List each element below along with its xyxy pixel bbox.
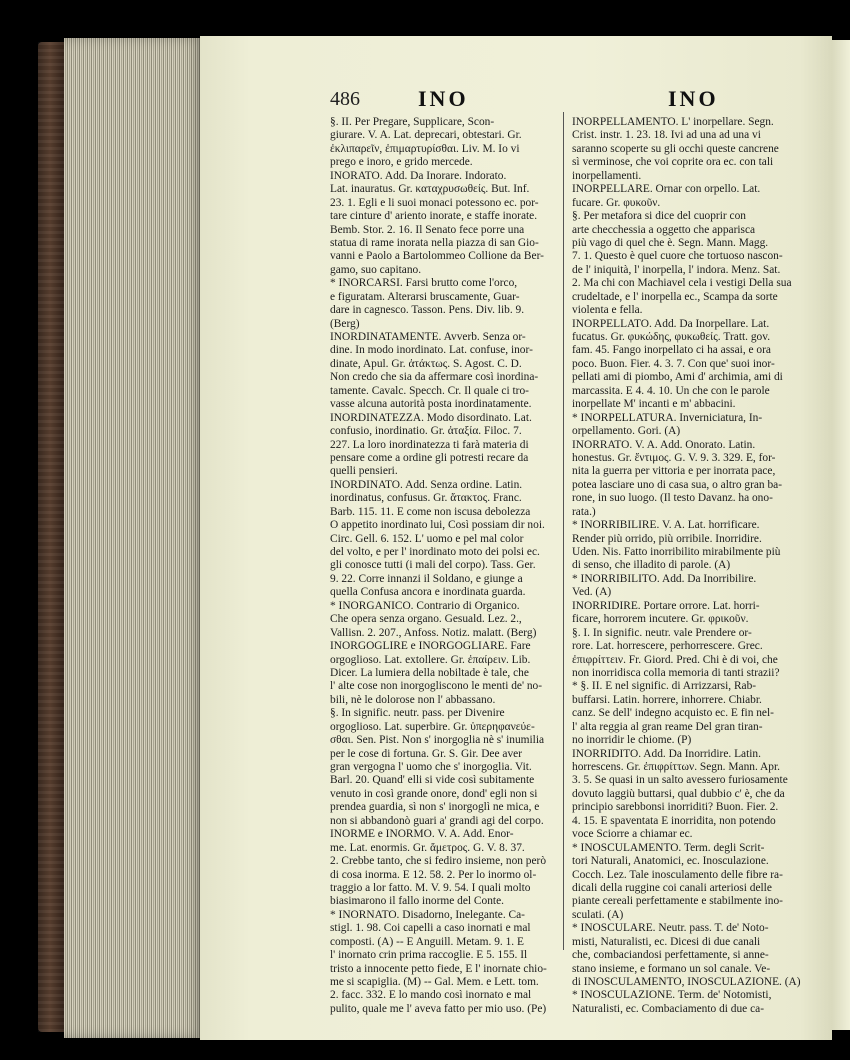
text-line: violenta e fella. <box>572 304 643 317</box>
text-line: * INORRIBILIRE. V. A. Lat. horrificare. <box>572 519 760 532</box>
text-line: l' alte cose non inorgogliscono le menti de' no- <box>330 680 543 693</box>
text-line: INORME e INORMO. V. A. Add. Enor- <box>330 828 514 841</box>
text-line: INORATO. Add. Da Inorare. Indorato. <box>330 169 507 182</box>
text-line: honestus. Gr. ἔντιμος. G. V. 9. 3. 329. E, for- <box>572 451 776 464</box>
text-line: * INORRIBILITO. Add. Da Inorribilire. <box>572 572 757 585</box>
text-line: §. In signific. neutr. pass. per Divenire <box>330 707 505 720</box>
text-line: inorpellate M' incanti e m' abbacini. <box>572 398 736 411</box>
text-line: 227. La loro inordinatezza ti farà materia di <box>330 438 529 451</box>
text-line: saranno scoperte su gli occhi queste cancrene <box>572 142 779 155</box>
text-line: 2. facc. 332. E lo mando così inornato e mal <box>330 989 532 1002</box>
text-line: Cocch. Lez. Tale inosculamento delle fibre ra- <box>572 868 783 881</box>
text-line: * INORGANICO. Contrario di Organico. <box>330 599 520 612</box>
page-edges <box>64 38 204 1038</box>
text-line: rore. Lat. horrescere, perhorrescere. Grec. <box>572 640 763 653</box>
text-line: di INOSCULAMENTO, INOSCULAZIONE. (A) <box>572 976 801 988</box>
text-line: inordinatus, confusus. Gr. ἄτακτος. Franc. <box>330 492 522 505</box>
text-line: * INORPELLATURA. Inverniciatura, In- <box>572 411 763 424</box>
text-line: §. II. Per Pregare, Supplicare, Scon- <box>330 116 495 128</box>
text-line: horrescens. Gr. ἐπιφρίττων. Segn. Mann. Apr. <box>572 761 780 773</box>
text-line: giurare. V. A. Lat. deprecari, obtestari. Gr. <box>330 129 522 142</box>
text-line: INORPELLAMENTO. L' inorpellare. Segn. <box>572 116 774 128</box>
text-line: orpellamento. Gori. (A) <box>572 425 681 438</box>
text-line: l' inornato crin prima raccoglie. E 5. 155. Il <box>330 949 528 962</box>
text-line: traggio a lor fatto. M. V. 9. 54. I quali molto <box>330 881 531 894</box>
running-head-right: INO <box>668 86 719 111</box>
text-line: e figuratam. Alterarsi bruscamente, Guar- <box>330 290 520 303</box>
text-line: fucare. Gr. φυκοῦν. <box>572 196 661 209</box>
text-line: INORRIDIRE. Portare orrore. Lat. horri- <box>572 599 760 612</box>
text-line: Ved. (A) <box>572 586 612 599</box>
text-line: * INOSCULARE. Neutr. pass. T. de' Noto- <box>572 922 769 935</box>
text-line: Lat. inauratus. Gr. καταχρυσωθείς. But. Inf. <box>330 183 530 196</box>
text-line: orgoglioso. Lat. extollere. Gr. ἐπαίρειν. Lib. <box>330 653 531 666</box>
text-line: prendea guardia, sì non s' inorgoglì ne mica, e <box>330 801 540 814</box>
text-line: 2. Ma chi con Machiavel cela i vestigi Della sua <box>572 277 792 290</box>
text-line: (Berg) <box>330 317 360 330</box>
text-line: l' alta reggia al gran reame Del gran tiran- <box>572 720 763 733</box>
text-line: stano insieme, e formano un sol canale. Ve- <box>572 962 771 975</box>
text-line: INORPELLATO. Add. Da Inorpellare. Lat. <box>572 317 770 330</box>
text-line: biasimarono il fallo inorme del Conte. <box>330 895 504 908</box>
text-line: poco. Buon. Fier. 4. 3. 7. Con que' suoi inor- <box>572 357 775 370</box>
text-line: quella Confusa ancora e inordinata guarda. <box>330 586 526 599</box>
text-line: dine. In modo inordinato. Lat. confuse, inor- <box>330 344 533 357</box>
text-line: voce Sciorre a chiamar ec. <box>572 828 693 841</box>
text-line: rata.) <box>572 505 596 518</box>
text-line: me. Lat. enormis. Gr. ἄμετρος. G. V. 8. 37. <box>330 841 525 854</box>
text-line: sculati. (A) <box>572 908 624 921</box>
text-line: * INOSCULAMENTO. Term. degli Scrit- <box>572 841 765 854</box>
text-line: INORPELLARE. Ornar con orpello. Lat. <box>572 183 761 196</box>
text-line: tristo a innocente petto fiede, E l' inornate chio- <box>330 962 547 975</box>
text-line: Render più orrido, più orribile. Inorridire. <box>572 532 762 545</box>
text-line: statua di rame inorata nella piazza di san Gio- <box>330 236 539 249</box>
text-line: bili, nè le dolorose non l' abbassano. <box>330 693 496 706</box>
page-number: 486 <box>330 88 360 110</box>
text-line: Che opera senza organo. Gesuald. Lez. 2., <box>330 613 522 626</box>
text-line: Dicer. La lumiera della nobiltade è tale, che <box>330 666 529 679</box>
text-line: venuto in così grande onore, dond' egli non si <box>330 787 538 800</box>
text-line: di senso, che illadito di parole. (A) <box>572 559 731 572</box>
text-line: §. I. In signific. neutr. vale Prendere or- <box>572 626 752 639</box>
text-line: INORDINATAMENTE. Avverb. Senza or- <box>330 331 526 343</box>
text-line: quelli pensieri. <box>330 465 398 478</box>
text-line: composti. (A) -- E Anguill. Metam. 9. 1. E <box>330 935 524 948</box>
text-line: 3. 5. Se quasi in un salto avessero furiosamente <box>572 774 788 787</box>
text-line: tori Naturali, Anatomici, ec. Inosculazione. <box>572 855 769 868</box>
text-line: 9. 22. Corre innanzi il Soldano, e giunge a <box>330 572 523 585</box>
text-line: Non credo che sia da affermare così inordina- <box>330 371 539 384</box>
text-line: O appetito inordinato lui, Così possiam dir noi. <box>330 519 545 532</box>
text-line: dare in cagnesco. Tasson. Pens. Div. lib. 9. <box>330 304 525 317</box>
text-line: * INOSCULAZIONE. Term. de' Notomisti, <box>572 989 772 1002</box>
text-line: misti, Naturalisti, ec. Dicesi di due canali <box>572 935 761 948</box>
text-line: confusio, inordinatio. Gr. ἀταξία. Filoc. 7. <box>330 425 522 438</box>
text-line: canz. Se dell' indegno acquisto ec. E fin nel- <box>572 707 774 720</box>
text-line: dovuto laggiù buttarsi, qual dubbio c' è, che da <box>572 787 785 800</box>
text-line: pellati ami di piombo, Ami d' archimia, ami di <box>572 371 783 384</box>
facing-page-edge <box>832 40 850 1030</box>
text-line: potea lasciare uno di casa sua, o altro gran ba- <box>572 478 783 491</box>
text-line: arte checchessia a oggetto che apparisca <box>572 223 756 236</box>
text-line: pensare come a ordine gli potresti recare da <box>330 451 529 464</box>
text-line: me si scapiglia. (M) -- Gal. Mem. e Lett. tom. <box>330 976 539 988</box>
right-column <box>572 116 812 1016</box>
text-line: inorpellamenti. <box>572 169 642 182</box>
text-line: Vallisn. 2. 207., Anfoss. Notiz. malatt. (Berg) <box>330 626 537 639</box>
text-line: marcassita. E 4. 4. 10. Un che con le parole <box>572 384 770 397</box>
text-line: del volto, e per l' inordinato moto dei polsi ec. <box>330 546 540 558</box>
text-line: principio sarebbonsi inorriditi? Buon. Fier. 2. <box>572 801 779 814</box>
text-line: fam. 45. Fango inorpellato ci ha assai, e ora <box>572 344 771 357</box>
text-line: INORRATO. V. A. Add. Onorato. Latin. <box>572 438 756 451</box>
text-line: che, combaciandosi perfettamente, si anne- <box>572 949 769 962</box>
text-line: gamo, suo capitano. <box>330 263 422 276</box>
text-line: nita la guerra per vittoria e per inorrata pace, <box>572 465 776 478</box>
text-line: Circ. Gell. 6. 152. L' uomo e pel mal color <box>330 532 524 545</box>
column-divider <box>563 112 564 950</box>
text-line: Naturalisti, ec. Combaciamento di due ca- <box>572 1002 764 1015</box>
text-line: Bemb. Stor. 2. 16. Il Senato fece porre una <box>330 223 525 236</box>
left-column <box>330 116 558 1016</box>
text-line: prego e inoro, e grido mercede. <box>330 156 473 169</box>
text-line: Uden. Nis. Fatto inorribilito mirabilmente più <box>572 546 781 558</box>
text-line: INORGOGLIRE e INORGOGLIARE. Fare <box>330 640 531 653</box>
text-line: σθαι. Sen. Pist. Non s' inorgoglia nè s' inumilia <box>330 734 545 747</box>
text-line: tare cinture d' ariento inorate, e staffe inorate. <box>330 210 538 223</box>
text-line: di cosa inorma. E 12. 58. 2. Per lo inormo ol- <box>330 868 537 881</box>
text-line: §. Per metafora si dice del cuoprir con <box>572 210 746 223</box>
text-line: INORDINATO. Add. Senza ordine. Latin. <box>330 478 523 491</box>
text-line: gli conosce tutti (i mali del corpo). Tass. Ger. <box>330 559 536 572</box>
text-line: dinate, Apul. Gr. ἀτάκτως. S. Agost. C. D. <box>330 357 522 370</box>
text-line: ἐκλιπαρεῖν, ἐπιμαρτυρίσθαι. Liv. M. Io vi <box>330 142 520 155</box>
text-line: 2. Crebbe tanto, che si fediro insieme, non però <box>330 855 547 868</box>
text-line: INORDINATEZZA. Modo disordinato. Lat. <box>330 411 532 424</box>
text-line: Barb. 115. 11. E come non iscusa debolezza <box>330 505 531 518</box>
text-line: piante cereali perfettamente e stabilmente ino- <box>572 895 783 908</box>
text-line: tamente. Cavalc. Specch. Cr. Il quale ci tro- <box>330 384 529 397</box>
text-line: vasse alcuna autorità posta inordinatamente. <box>330 398 532 411</box>
text-line: no inorridir le chiome. (P) <box>572 734 692 747</box>
text-line: Crist. instr. 1. 23. 18. Ivi ad una ad una vi <box>572 129 761 142</box>
text-line: non inorridisca colla memoria di tanti strazii? <box>572 666 780 679</box>
text-line: 4. 15. E spaventata E inorridita, non potendo <box>572 814 776 827</box>
text-line: fucatus. Gr. φυκώδης, φυκωθείς. Tratt. gov. <box>572 331 771 343</box>
text-line: de l' iniquità, l' inorpella, l' indora. Menz. Sat. <box>572 263 781 276</box>
text-line: * INORNATO. Disadorno, Inelegante. Ca- <box>330 908 525 921</box>
text-line: INORRIDITO. Add. Da Inorridire. Latin. <box>572 747 761 760</box>
text-line: vanni e Paolo a Bartolommeo Collione da Ber- <box>330 250 544 263</box>
text-line: più vago di quel che è. Segn. Mann. Magg. <box>572 236 769 249</box>
text-line: sì verminose, che voi coprite ora ec. con tali <box>572 156 774 169</box>
text-line: crudeltade, e l' inorpella ec., Scampa da sorte <box>572 290 778 303</box>
text-line: orgoglioso. Lat. superbire. Gr. ὑπερηφανεύε- <box>330 720 535 733</box>
text-line: non si abbandonò guari a' grandi agi del corpo. <box>330 814 544 827</box>
text-line: per le cose di fortuna. Gr. S. Gir. Dee aver <box>330 747 522 760</box>
running-head-left: INO <box>418 86 469 111</box>
text-line: stigl. 1. 98. Coi capelli a caso inornati e mal <box>330 922 531 935</box>
text-line: rone, in suo luogo. (Il testo Davanz. ha ono- <box>572 492 773 505</box>
text-line: * §. II. E nel signific. di Arrizzarsi, Rab- <box>572 680 757 693</box>
text-line: ἐπιφρίττειν. Fr. Giord. Pred. Chi è di voi, che <box>572 653 778 666</box>
text-line: Barl. 20. Quand' elli si vide così subitamente <box>330 774 535 787</box>
text-line: 7. 1. Questo è quel cuore che tortuoso nascon- <box>572 250 783 263</box>
text-line: buffarsi. Latin. horrere, inhorrere. Chiabr. <box>572 693 762 706</box>
text-line: 23. 1. Egli e li suoi monaci potessono ec. por- <box>330 196 539 209</box>
text-line: gran vergogna l' uomo che s' inorgoglia. Vit. <box>330 761 532 773</box>
text-line: pulito, quale me l' aveva fatto per mio uso. (Pe) <box>330 1002 547 1015</box>
text-line: * INORCARSI. Farsi brutto come l'orco, <box>330 277 518 290</box>
text-line: dicali della ruggine coi canali arteriosi delle <box>572 881 772 894</box>
text-line: ficare, horrorem incutere. Gr. φρικοῦν. <box>572 613 749 626</box>
